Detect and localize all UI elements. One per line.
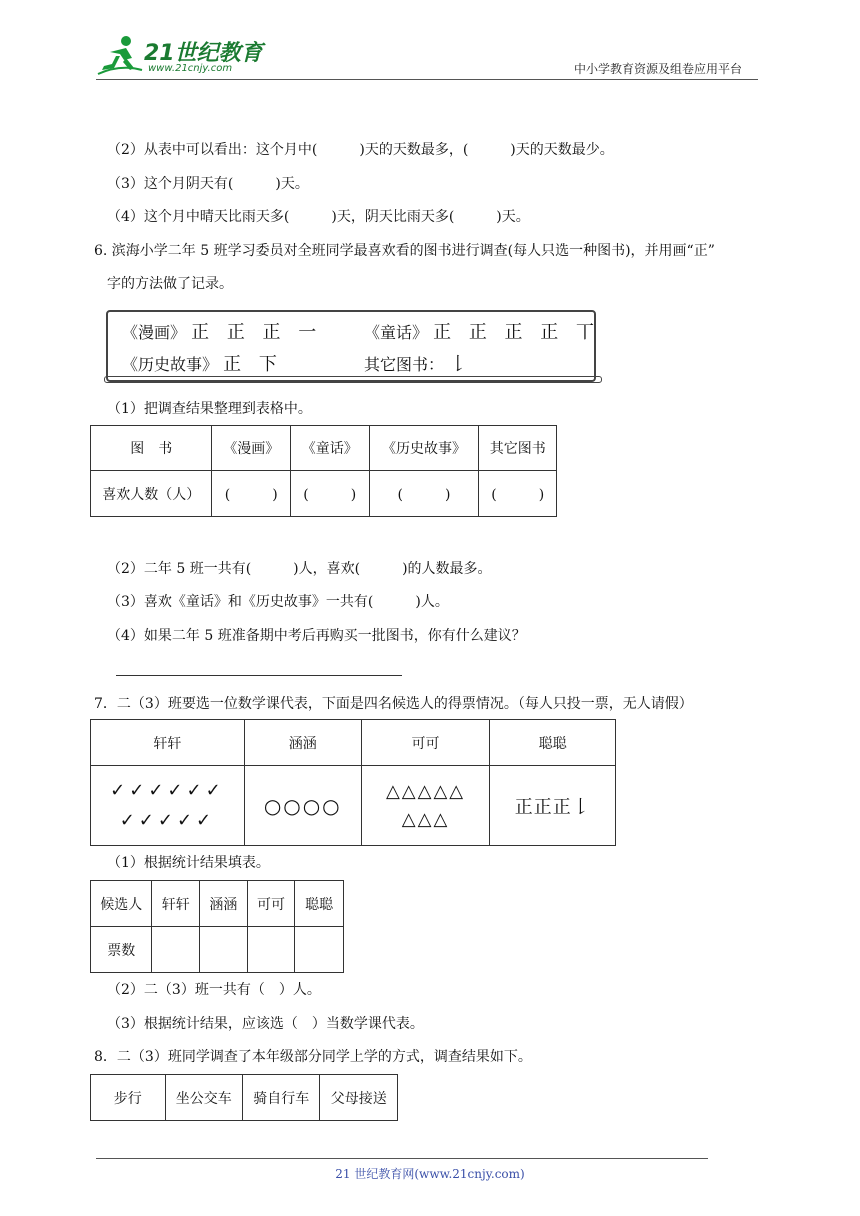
q8-option-parents: 父母接送	[320, 1075, 398, 1121]
q6-blank-other[interactable]: ( )	[479, 471, 557, 517]
tally-other	[364, 350, 473, 376]
q6-header-fairytale: 《童话》	[291, 426, 370, 471]
q6-blank-fairytale[interactable]: ( )	[291, 471, 370, 517]
q7-fill-header-xuanxuan: 轩轩	[152, 881, 200, 927]
q7-candidate-hanhan: 涵涵	[244, 720, 361, 766]
q8-intro: 8．二（3）班同学调查了本年级部分同学上学的方式，调查结果如下。	[94, 1049, 532, 1065]
q6-row-label: 喜欢人数（人）	[91, 471, 212, 517]
q7-candidate-xuanxuan: 轩轩	[91, 720, 245, 766]
tally-other-label: 其它图书：	[364, 355, 445, 374]
q6-header-comics: 《漫画》	[212, 426, 291, 471]
platform-name: 中小学教育资源及组卷应用平台	[574, 62, 743, 76]
q7-fill-table	[90, 880, 344, 973]
q6-header-history: 《历史故事》	[369, 426, 479, 471]
q7-fill-header-candidate: 候选人	[91, 881, 152, 927]
logo	[96, 34, 266, 78]
logo-url: www.21cnjy.com	[148, 63, 233, 74]
tally-record-box	[106, 310, 600, 382]
q7-fill-header-keke: 可可	[247, 881, 295, 927]
q7-fill-blank-xuanxuan[interactable]	[152, 927, 200, 973]
tally-comics-label: 《漫画》	[122, 323, 187, 342]
footer-text: 21 世纪教育网(www.21cnjy.com)	[335, 1167, 525, 1181]
q6-book-table	[90, 425, 557, 517]
q6-part2: （2）二年 5 班一共有( )人，喜欢( )的人数最多。	[107, 561, 492, 577]
q7-checkmarks-row1: ✓✓✓✓✓✓	[110, 779, 225, 801]
tally-fairytale-marks: 正 正 正 正 丅	[433, 322, 600, 343]
q6-part1: （1）把调查结果整理到表格中。	[107, 401, 312, 417]
tally-comics-marks: 正 正 正 一	[191, 322, 323, 343]
q7-votes-table	[90, 719, 616, 846]
q6-part3: （3）喜欢《童话》和《历史故事》一共有( )人。	[107, 594, 449, 610]
tally-comics	[122, 318, 322, 344]
footer-rule	[96, 1158, 708, 1159]
q6-blank-comics[interactable]: ( )	[212, 471, 291, 517]
q8-option-bike: 骑自行车	[243, 1075, 320, 1121]
q6-part4: （4）如果二年 5 班准备期中考后再购买一批图书，你有什么建议？	[107, 628, 526, 644]
q7-votes-congcong: 正正正𠄌	[490, 766, 616, 846]
q7-fill-row-label: 票数	[91, 927, 152, 973]
q6-header-book: 图 书	[91, 426, 212, 471]
q7-fill-blank-hanhan[interactable]	[200, 927, 248, 973]
q7-candidate-keke: 可可	[361, 720, 490, 766]
q7-part2: （2）二（3）班一共有（ ）人。	[107, 982, 321, 998]
q5-part2: （2）从表中可以看出：这个月中( )天的天数最多，( )天的天数最少。	[107, 142, 614, 158]
q5-part4: （4）这个月中晴天比雨天多( )天，阴天比雨天多( )天。	[107, 209, 530, 225]
tally-history-marks: 正 下	[223, 354, 283, 375]
tally-history	[122, 350, 283, 376]
q8-option-bus: 坐公交车	[165, 1075, 242, 1121]
q6-answer-line[interactable]	[116, 675, 402, 676]
q7-fill-header-congcong: 聪聪	[295, 881, 344, 927]
q6-intro-line1: 6. 滨海小学二年 5 班学习委员对全班同学最喜欢看的图书进行调查(每人只选一种图书)，并用画“正”	[94, 243, 715, 259]
runner-logo-icon	[96, 34, 144, 78]
q7-votes-hanhan: ○○○○	[244, 766, 361, 846]
q7-part1: （1）根据统计结果填表。	[107, 855, 270, 871]
q8-transport-table	[90, 1074, 398, 1121]
q7-intro: 7．二（3）班要选一位数学课代表，下面是四名候选人的得票情况。（每人只投一票，无人请假）	[94, 696, 693, 712]
q6-header-other: 其它图书	[479, 426, 557, 471]
tally-other-marks: 𠄌	[449, 354, 474, 375]
q6-blank-history[interactable]: ( )	[369, 471, 479, 517]
tally-fairytale	[364, 318, 600, 344]
q7-triangles-row1: △△△△△	[385, 780, 466, 802]
q7-checkmarks-row2: ✓✓✓✓✓	[119, 809, 216, 831]
q7-votes-xuanxuan	[91, 766, 245, 846]
scroll-curl-bottom	[104, 376, 602, 383]
q7-candidate-congcong: 聪聪	[490, 720, 616, 766]
q7-fill-header-hanhan: 涵涵	[200, 881, 248, 927]
q7-triangles-row2: △△△	[401, 808, 450, 830]
tally-history-label: 《历史故事》	[122, 355, 219, 374]
q7-fill-blank-congcong[interactable]	[295, 927, 344, 973]
q7-votes-keke	[361, 766, 490, 846]
tally-fairytale-label: 《童话》	[364, 323, 429, 342]
logo-text: 21世纪教育	[144, 41, 263, 66]
q7-fill-blank-keke[interactable]	[247, 927, 295, 973]
q5-part3: （3）这个月阴天有( )天。	[107, 176, 309, 192]
q6-intro-line2: 字的方法做了记录。	[107, 276, 233, 292]
header-rule	[96, 79, 758, 80]
q8-option-walk: 步行	[91, 1075, 166, 1121]
q7-part3: （3）根据统计结果，应该选（ ）当数学课代表。	[107, 1016, 424, 1032]
